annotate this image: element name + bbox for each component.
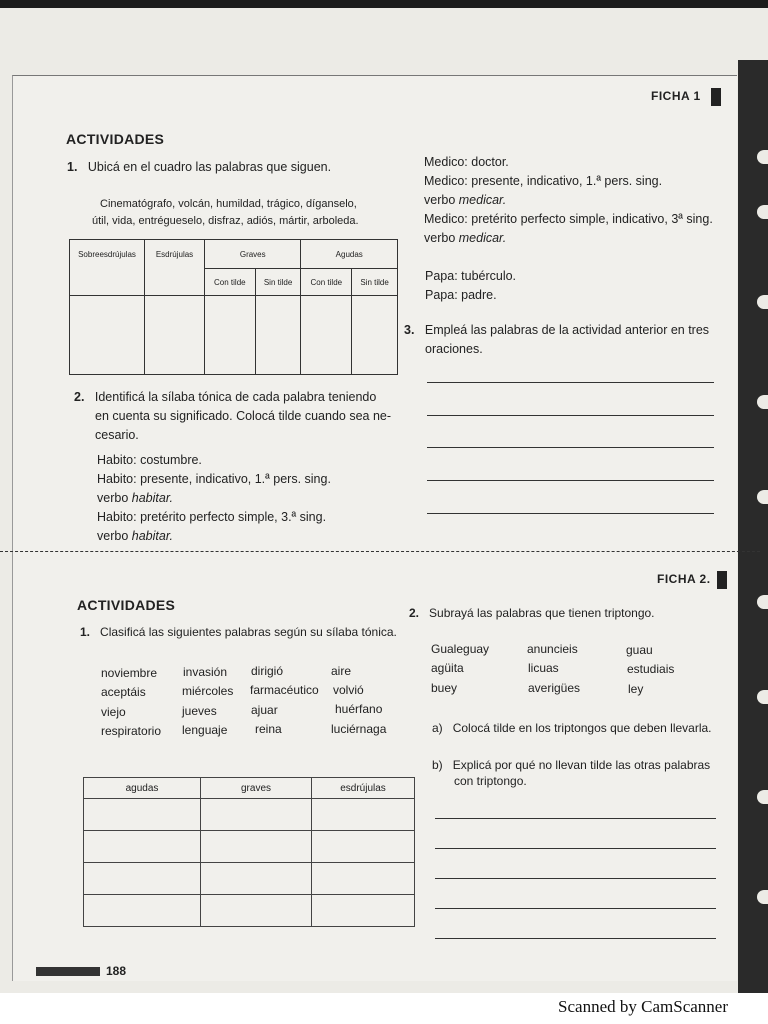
answer-line[interactable] (427, 415, 714, 416)
punch-hole (757, 790, 768, 804)
word: ajuar (251, 703, 278, 717)
word: Gualeguay (431, 642, 490, 656)
table-cell[interactable] (70, 296, 145, 375)
answer-line[interactable] (435, 938, 716, 939)
table-cell[interactable] (312, 831, 415, 863)
page-marker-icon (36, 967, 100, 976)
table-cell[interactable] (84, 831, 201, 863)
word: jueves (182, 704, 217, 718)
medico-definitions: Medico: doctor. Medico: presente, indicativo, 1.ª pers. sing. verbo medicar. Medico: pretérito perfecto simple, indicativo, 3ª sing. verbo medicar. (424, 155, 713, 245)
word: agüita (431, 661, 464, 675)
table-cell[interactable] (255, 296, 301, 375)
activity-2-instruction: 2. Identificá la sílaba tónica de cada palabra teniendo en cuenta su significado. Colocá tilde cuando sea ne- cesario. (74, 390, 392, 442)
ficha-2-label: FICHA 2. (657, 571, 727, 589)
ficha-marker-icon (717, 571, 727, 589)
answer-line[interactable] (427, 447, 714, 448)
word: respiratorio (101, 724, 162, 738)
punch-hole (757, 690, 768, 704)
table-header: agudas (84, 778, 201, 799)
word: miércoles (182, 684, 234, 698)
word: buey (431, 681, 458, 695)
table-cell[interactable] (201, 831, 312, 863)
answer-line[interactable] (435, 818, 716, 819)
word: invasión (183, 665, 228, 679)
activity-2-instruction: 2. Subrayá las palabras que tienen triptongo. (409, 606, 655, 620)
word: farmacéutico (250, 683, 319, 697)
table-cell[interactable] (84, 799, 201, 831)
table-cell[interactable] (312, 895, 415, 927)
table-header: Sobreesdrújulas (70, 240, 145, 296)
punch-hole (757, 295, 768, 309)
table-cell[interactable] (145, 296, 205, 375)
table-header: Graves (205, 240, 301, 269)
table-header: Esdrújulas (145, 240, 205, 296)
sub-activity-a: a) Colocá tilde en los triptongos que deben llevarla. (432, 721, 712, 735)
answer-line[interactable] (427, 480, 714, 481)
word: averigües (528, 681, 581, 695)
word: huérfano (335, 702, 383, 716)
binding-edge (738, 60, 768, 995)
punch-hole (757, 890, 768, 904)
answer-line[interactable] (435, 878, 716, 879)
word: aceptáis (101, 685, 146, 699)
ficha-1-heading: ACTIVIDADES (66, 131, 165, 147)
word: aire (331, 664, 352, 678)
table-header: graves (201, 778, 312, 799)
table-cell[interactable] (201, 799, 312, 831)
table-header: Agudas (301, 240, 398, 269)
word: viejo (101, 705, 126, 719)
table-cell[interactable] (84, 863, 201, 895)
cut-line (0, 551, 760, 552)
punch-hole (757, 205, 768, 219)
table-cell[interactable] (201, 895, 312, 927)
table-subheader: Sin tilde (352, 269, 398, 296)
table-cell[interactable] (84, 895, 201, 927)
activity-1-instruction: 1. Clasificá las siguientes palabras según su sílaba tónica. (80, 625, 397, 639)
punch-hole (757, 150, 768, 164)
word: licuas (528, 661, 559, 675)
word: volvió (333, 683, 364, 697)
answer-line[interactable] (427, 513, 714, 514)
table-cell[interactable] (301, 296, 352, 375)
word: ley (628, 682, 644, 696)
table-header: esdrújulas (312, 778, 415, 799)
table-cell[interactable] (312, 863, 415, 895)
classification-table-2 (83, 777, 415, 927)
word: estudiais (627, 662, 675, 676)
table-cell[interactable] (352, 296, 398, 375)
word: reina (255, 722, 282, 736)
answer-line[interactable] (427, 382, 714, 383)
table-cell[interactable] (205, 296, 256, 375)
word: anuncieis (527, 642, 578, 656)
scanner-watermark: Scanned by CamScanner (558, 997, 728, 1016)
table-cell[interactable] (312, 799, 415, 831)
table-subheader: Con tilde (205, 269, 256, 296)
papa-definitions: Papa: tubérculo. Papa: padre. (425, 269, 517, 302)
activity-1-words: Cinematógrafo, volcán, humildad, trágico, díganselo, útil, vida, entrégueselo, disfraz, adiós, mártir, arboleda. (92, 198, 359, 227)
table-subheader: Sin tilde (255, 269, 301, 296)
page-number: 188 (36, 964, 126, 978)
answer-line[interactable] (435, 908, 716, 909)
punch-hole (757, 490, 768, 504)
ficha-2-heading: ACTIVIDADES (77, 597, 176, 613)
punch-hole (757, 395, 768, 409)
word: dirigió (251, 664, 284, 678)
activity-3-instruction: 3. Empleá las palabras de la actividad anterior en tres oraciones. (404, 323, 710, 356)
table-subheader: Con tilde (301, 269, 352, 296)
activity-1-instruction: 1. Ubicá en el cuadro las palabras que siguen. (67, 160, 332, 174)
word: noviembre (101, 666, 158, 680)
word: lenguaje (182, 723, 228, 737)
punch-hole (757, 595, 768, 609)
answer-line[interactable] (435, 848, 716, 849)
classification-table-1 (69, 239, 398, 375)
ficha-1-label: FICHA 1 (651, 88, 721, 106)
habito-definitions: Habito: costumbre. Habito: presente, indicativo, 1.ª pers. sing. verbo habitar. Habito: pretérito perfecto simple, 3.ª sing. verbo habitar. (97, 453, 331, 543)
word: guau (626, 643, 653, 657)
table-cell[interactable] (201, 863, 312, 895)
sub-activity-b: b) Explicá por qué no llevan tilde las otras palabras con triptongo. (432, 758, 711, 788)
ficha-marker-icon (711, 88, 721, 106)
word: luciérnaga (331, 722, 387, 736)
